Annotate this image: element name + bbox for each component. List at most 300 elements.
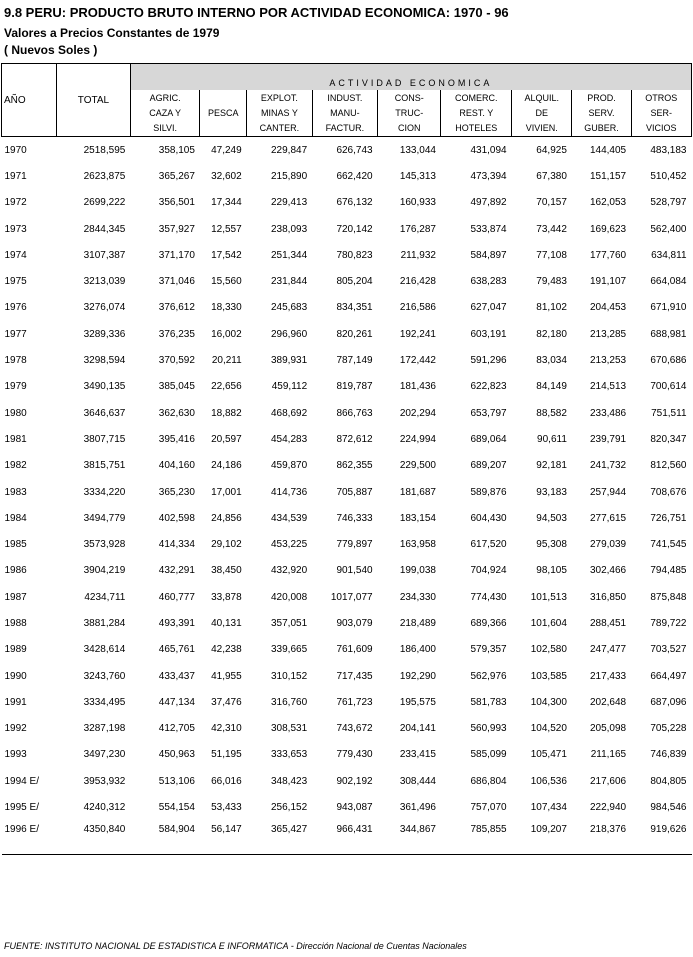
year-cell: 1995 E/ — [4, 802, 39, 814]
year-cell: 1987 — [4, 591, 27, 603]
value-cell: 627,047 — [470, 302, 507, 314]
value-cell: 671,910 — [650, 302, 687, 314]
table-row — [2, 295, 692, 321]
value-cell: 103,585 — [530, 670, 567, 682]
activity-column-header — [312, 90, 377, 137]
value-cell: 257,944 — [589, 486, 627, 498]
value-cell: 211,932 — [400, 249, 436, 261]
value-cell: 3289,336 — [83, 328, 126, 340]
year-cell: 1986 — [4, 565, 27, 577]
value-cell: 93,183 — [536, 486, 567, 498]
value-cell: 241,732 — [589, 460, 627, 472]
table-row — [2, 426, 692, 452]
value-cell: 4350,840 — [57, 821, 131, 855]
value-cell: 919,626 — [631, 821, 691, 855]
header-line: TRUC- — [395, 107, 424, 118]
value-cell: 2699,222 — [83, 197, 126, 209]
value-cell: 689,064 — [470, 433, 507, 445]
activity-column-header — [631, 90, 691, 137]
value-cell: 634,811 — [651, 249, 687, 261]
value-cell: 662,420 — [336, 170, 373, 182]
value-cell: 172,442 — [399, 355, 436, 367]
value-cell: 3334,220 — [83, 486, 126, 498]
value-cell: 371,046 — [158, 276, 195, 288]
table-row — [2, 531, 692, 557]
table-row — [2, 584, 692, 610]
value-cell: 105,471 — [530, 749, 567, 761]
header-line: HOTELES — [455, 122, 498, 133]
table-row — [2, 321, 692, 347]
header-line: VICIOS — [646, 122, 677, 133]
value-cell: 966,431 — [312, 821, 377, 855]
table-row — [2, 374, 692, 400]
value-cell: 239,791 — [589, 433, 627, 445]
value-cell: 3494,779 — [83, 512, 126, 524]
value-cell: 943,087 — [336, 802, 373, 814]
activity-column-header — [441, 90, 512, 137]
activity-column-header — [200, 90, 247, 137]
value-cell: 144,405 — [589, 144, 627, 156]
value-cell: 389,931 — [270, 355, 308, 367]
value-cell: 84,149 — [536, 381, 567, 393]
value-cell: 177,760 — [589, 249, 627, 261]
value-cell: 3815,751 — [83, 460, 126, 472]
value-cell: 302,466 — [589, 565, 627, 577]
value-cell: 866,763 — [336, 407, 373, 419]
header-line: SER- — [650, 107, 673, 118]
header-line: CONS- — [394, 92, 424, 103]
value-cell: 3646,637 — [83, 407, 126, 419]
value-cell: 805,204 — [336, 276, 373, 288]
value-cell: 162,053 — [589, 197, 627, 209]
table-row — [2, 216, 692, 242]
value-cell: 533,874 — [470, 223, 507, 235]
value-cell: 3287,198 — [83, 723, 126, 735]
table-row — [2, 794, 692, 820]
value-cell: 4240,312 — [83, 802, 126, 814]
value-cell: 785,855 — [441, 821, 512, 855]
value-cell: 689,366 — [470, 617, 507, 629]
total-column-header: TOTAL — [57, 64, 131, 137]
value-cell: 151,157 — [589, 170, 627, 182]
value-cell: 16,002 — [211, 328, 242, 340]
value-cell: 3334,495 — [83, 696, 126, 708]
value-cell: 780,823 — [336, 249, 373, 261]
value-cell: 233,486 — [589, 407, 627, 419]
value-cell: 67,380 — [536, 170, 567, 182]
table-row — [2, 347, 692, 373]
value-cell: 73,442 — [536, 223, 567, 235]
value-cell: 333,653 — [270, 749, 308, 761]
value-cell: 3298,594 — [83, 355, 126, 367]
value-cell: 358,105 — [158, 144, 195, 156]
year-cell: 1985 — [4, 539, 27, 551]
header-line: PESCA — [208, 107, 239, 118]
value-cell: 47,249 — [211, 144, 242, 156]
value-cell: 726,751 — [650, 512, 687, 524]
value-cell: 404,160 — [158, 460, 195, 472]
value-cell: 186,400 — [399, 644, 436, 656]
value-cell: 104,520 — [530, 723, 567, 735]
value-cell: 903,079 — [336, 617, 373, 629]
value-cell: 3881,284 — [83, 617, 126, 629]
value-cell: 686,804 — [470, 775, 507, 787]
value-cell: 3807,715 — [83, 433, 126, 445]
value-cell: 24,856 — [211, 512, 242, 524]
value-cell: 216,586 — [399, 302, 436, 314]
value-cell: 17,344 — [211, 197, 242, 209]
value-cell: 473,394 — [470, 170, 507, 182]
value-cell: 746,333 — [336, 512, 373, 524]
value-cell: 2518,595 — [83, 144, 126, 156]
table-row — [2, 479, 692, 505]
header-line: CANTER. — [259, 122, 300, 133]
value-cell: 15,560 — [211, 276, 242, 288]
year-cell: 1991 — [4, 696, 27, 708]
table-row — [2, 190, 692, 216]
value-cell: 820,347 — [650, 433, 687, 445]
value-cell: 222,940 — [589, 802, 627, 814]
activity-column-header — [572, 90, 631, 137]
value-cell: 202,294 — [399, 407, 436, 419]
value-cell: 705,887 — [336, 486, 373, 498]
value-cell: 234,330 — [399, 591, 436, 603]
unit-label: ( Nuevos Soles ) — [4, 43, 98, 57]
value-cell: 812,560 — [650, 460, 687, 472]
value-cell: 361,496 — [399, 802, 436, 814]
value-cell: 450,963 — [158, 749, 195, 761]
year-cell: 1975 — [4, 276, 27, 288]
value-cell: 984,546 — [650, 802, 687, 814]
year-cell: 1973 — [4, 223, 27, 235]
table-row — [2, 268, 692, 294]
year-cell: 1976 — [4, 302, 27, 314]
value-cell: 98,105 — [536, 565, 567, 577]
header-line: GUBER. — [584, 122, 619, 133]
value-cell: 604,430 — [470, 512, 507, 524]
year-cell: 1983 — [4, 486, 27, 498]
value-cell: 101,513 — [530, 591, 567, 603]
value-cell: 357,051 — [270, 617, 308, 629]
value-cell: 789,722 — [650, 617, 687, 629]
value-cell: 247,477 — [589, 644, 627, 656]
page-title: 9.8 PERU: PRODUCTO BRUTO INTERNO POR ACTIVIDAD ECONOMICA: 1970 - 96 — [4, 5, 509, 20]
value-cell: 581,783 — [470, 696, 507, 708]
value-cell: 214,513 — [589, 381, 627, 393]
value-cell: 432,291 — [158, 565, 195, 577]
value-cell: 414,334 — [158, 539, 195, 551]
value-cell: 761,723 — [336, 696, 373, 708]
value-cell: 862,355 — [336, 460, 373, 472]
value-cell: 4234,711 — [84, 591, 126, 603]
value-cell: 774,430 — [470, 591, 507, 603]
value-cell: 308,531 — [270, 723, 308, 735]
value-cell: 579,357 — [470, 644, 507, 656]
value-cell: 562,400 — [650, 223, 687, 235]
table-row — [2, 242, 692, 268]
value-cell: 256,152 — [270, 802, 308, 814]
header-line: SILVI. — [153, 122, 178, 133]
value-cell: 145,313 — [399, 170, 436, 182]
activity-column-header — [247, 90, 312, 137]
value-cell: 638,283 — [470, 276, 507, 288]
value-cell: 77,108 — [536, 249, 567, 261]
value-cell: 211,165 — [590, 749, 627, 761]
header-line: ALQUIL. — [524, 92, 560, 103]
value-cell: 3276,074 — [83, 302, 126, 314]
value-cell: 20,211 — [211, 355, 242, 367]
value-cell: 251,344 — [270, 249, 308, 261]
value-cell: 199,038 — [399, 565, 436, 577]
header-line: CAZA Y — [149, 107, 182, 118]
value-cell: 371,170 — [158, 249, 195, 261]
value-cell: 51,195 — [211, 749, 242, 761]
table-row — [2, 400, 692, 426]
value-cell: 370,592 — [158, 355, 195, 367]
value-cell: 459,112 — [271, 381, 308, 393]
header-line: SERV. — [588, 107, 615, 118]
year-cell: 1990 — [4, 670, 27, 682]
year-cell: 1979 — [4, 381, 27, 393]
value-cell: 676,132 — [336, 197, 373, 209]
value-cell: 231,844 — [270, 276, 308, 288]
value-cell: 2623,875 — [83, 170, 126, 182]
value-cell: 195,575 — [399, 696, 436, 708]
value-cell: 356,501 — [158, 197, 195, 209]
value-cell: 233,415 — [399, 749, 436, 761]
header-line: COMERC. — [455, 92, 498, 103]
value-cell: 53,433 — [211, 802, 242, 814]
value-cell: 204,453 — [589, 302, 627, 314]
value-cell: 700,614 — [650, 381, 687, 393]
value-cell: 617,520 — [470, 539, 507, 551]
value-cell: 402,598 — [158, 512, 195, 524]
value-cell: 204,141 — [399, 723, 436, 735]
value-cell: 213,285 — [589, 328, 627, 340]
value-cell: 362,630 — [158, 407, 195, 419]
header-line: AGRIC. — [149, 92, 181, 103]
value-cell: 224,994 — [399, 433, 436, 445]
value-cell: 820,261 — [336, 328, 373, 340]
value-cell: 365,427 — [247, 821, 312, 855]
value-cell: 434,539 — [270, 512, 308, 524]
activity-section-header: ACTIVIDAD ECONOMICA — [130, 64, 691, 91]
value-cell: 562,976 — [470, 670, 507, 682]
value-cell: 213,253 — [589, 355, 627, 367]
year-cell: 1981 — [4, 433, 27, 445]
value-cell: 12,557 — [211, 223, 242, 235]
value-cell: 705,228 — [650, 723, 687, 735]
value-cell: 453,225 — [270, 539, 308, 551]
value-cell: 181,687 — [399, 486, 436, 498]
value-cell: 584,904 — [130, 821, 200, 855]
value-cell: 95,308 — [536, 539, 567, 551]
value-cell: 460,777 — [158, 591, 195, 603]
value-cell: 3428,614 — [83, 644, 126, 656]
value-cell: 688,981 — [650, 328, 687, 340]
value-cell: 664,084 — [650, 276, 687, 288]
header-line: EXPLOT. — [260, 92, 298, 103]
value-cell: 3213,039 — [83, 276, 126, 288]
table-row — [2, 610, 692, 636]
value-cell: 176,287 — [399, 223, 436, 235]
value-cell: 902,192 — [336, 775, 373, 787]
value-cell: 3243,760 — [83, 670, 126, 682]
value-cell: 216,428 — [399, 276, 436, 288]
value-cell: 17,542 — [211, 249, 242, 261]
year-cell: 1971 — [4, 170, 27, 182]
value-cell: 376,235 — [158, 328, 195, 340]
value-cell: 40,131 — [211, 617, 242, 629]
value-cell: 102,580 — [530, 644, 567, 656]
value-cell: 308,444 — [399, 775, 436, 787]
header-line: MINAS Y — [260, 107, 298, 118]
value-cell: 217,433 — [589, 670, 627, 682]
value-cell: 395,416 — [158, 433, 195, 445]
value-cell: 310,152 — [270, 670, 308, 682]
value-cell: 33,878 — [211, 591, 242, 603]
activity-column-header — [130, 90, 200, 137]
value-cell: 420,008 — [270, 591, 308, 603]
year-cell: 1978 — [4, 355, 27, 367]
value-cell: 56,147 — [200, 821, 247, 855]
value-cell: 3107,387 — [83, 249, 126, 261]
value-cell: 2844,345 — [83, 223, 126, 235]
value-cell: 163,958 — [399, 539, 436, 551]
value-cell: 229,413 — [270, 197, 308, 209]
value-cell: 708,676 — [650, 486, 687, 498]
header-line: PROD. — [587, 92, 616, 103]
value-cell: 22,656 — [211, 381, 242, 393]
value-cell: 192,241 — [399, 328, 436, 340]
value-cell: 83,034 — [536, 355, 567, 367]
value-cell: 746,839 — [650, 749, 687, 761]
value-cell: 432,920 — [270, 565, 308, 577]
value-cell: 376,612 — [158, 302, 195, 314]
table-row — [2, 558, 692, 584]
table-row — [2, 163, 692, 189]
value-cell: 412,705 — [158, 723, 195, 735]
value-cell: 787,149 — [336, 355, 373, 367]
value-cell: 277,615 — [589, 512, 627, 524]
value-cell: 339,665 — [270, 644, 308, 656]
value-cell: 626,743 — [336, 144, 373, 156]
value-cell: 160,933 — [399, 197, 436, 209]
value-cell: 704,924 — [470, 565, 507, 577]
value-cell: 493,391 — [158, 617, 195, 629]
value-cell: 29,102 — [211, 539, 242, 551]
value-cell: 834,351 — [336, 302, 373, 314]
value-cell: 245,683 — [270, 302, 308, 314]
value-cell: 751,511 — [651, 407, 687, 419]
value-cell: 454,283 — [270, 433, 308, 445]
value-cell: 316,850 — [589, 591, 627, 603]
value-cell: 92,181 — [536, 460, 567, 472]
value-cell: 17,001 — [211, 486, 242, 498]
value-cell: 357,927 — [158, 223, 195, 235]
value-cell: 79,483 — [536, 276, 567, 288]
value-cell: 3904,219 — [83, 565, 126, 577]
value-cell: 431,094 — [470, 144, 507, 156]
value-cell: 109,207 — [512, 821, 572, 855]
value-cell: 215,890 — [270, 170, 308, 182]
value-cell: 94,503 — [536, 512, 567, 524]
value-cell: 3573,928 — [83, 539, 126, 551]
value-cell: 296,960 — [270, 328, 308, 340]
header-line: CION — [398, 122, 421, 133]
value-cell: 279,039 — [589, 539, 627, 551]
value-cell: 82,180 — [536, 328, 567, 340]
value-cell: 743,672 — [336, 723, 373, 735]
value-cell: 1017,077 — [330, 591, 373, 603]
value-cell: 20,597 — [211, 433, 242, 445]
value-cell: 447,134 — [158, 696, 195, 708]
value-cell: 344,867 — [378, 821, 441, 855]
value-cell: 37,476 — [211, 696, 242, 708]
value-cell: 465,761 — [158, 644, 195, 656]
value-cell: 585,099 — [470, 749, 507, 761]
table-row — [2, 716, 692, 742]
value-cell: 365,230 — [158, 486, 195, 498]
value-cell: 107,434 — [530, 802, 567, 814]
value-cell: 779,897 — [336, 539, 373, 551]
year-cell: 1977 — [4, 328, 27, 340]
value-cell: 18,882 — [211, 407, 242, 419]
value-cell: 584,897 — [470, 249, 507, 261]
table-row — [2, 742, 692, 768]
value-cell: 316,760 — [270, 696, 308, 708]
year-cell: 1970 — [4, 144, 27, 156]
value-cell: 81,102 — [536, 302, 567, 314]
value-cell: 169,623 — [589, 223, 627, 235]
value-cell: 603,191 — [470, 328, 507, 340]
year-cell: 1972 — [4, 197, 27, 209]
value-cell: 589,876 — [470, 486, 507, 498]
header-line: VIVIEN. — [525, 122, 558, 133]
value-cell: 513,106 — [158, 775, 195, 787]
year-cell: 1980 — [4, 407, 27, 419]
header-line: MANU- — [330, 107, 360, 118]
year-cell: 1988 — [4, 617, 27, 629]
year-cell: 1996 E/ — [2, 821, 57, 855]
table-row — [2, 689, 692, 715]
value-cell: 229,500 — [399, 460, 436, 472]
table-row — [2, 453, 692, 479]
value-cell: 689,207 — [470, 460, 507, 472]
value-cell: 288,451 — [589, 617, 627, 629]
value-cell: 468,692 — [270, 407, 308, 419]
value-cell: 66,016 — [211, 775, 242, 787]
value-cell: 819,787 — [336, 381, 373, 393]
value-cell: 761,609 — [336, 644, 373, 656]
value-cell: 32,602 — [211, 170, 242, 182]
year-cell: 1994 E/ — [4, 775, 39, 787]
value-cell: 779,430 — [336, 749, 373, 761]
value-cell: 191,107 — [589, 276, 627, 288]
value-cell: 717,435 — [336, 670, 373, 682]
value-cell: 202,648 — [589, 696, 627, 708]
value-cell: 348,423 — [270, 775, 308, 787]
value-cell: 757,070 — [470, 802, 507, 814]
value-cell: 703,527 — [650, 644, 687, 656]
value-cell: 3497,230 — [83, 749, 126, 761]
value-cell: 414,736 — [270, 486, 308, 498]
value-cell: 238,093 — [270, 223, 308, 235]
value-cell: 741,545 — [650, 539, 687, 551]
value-cell: 794,485 — [650, 565, 687, 577]
year-cell: 1984 — [4, 512, 27, 524]
value-cell: 218,489 — [399, 617, 436, 629]
